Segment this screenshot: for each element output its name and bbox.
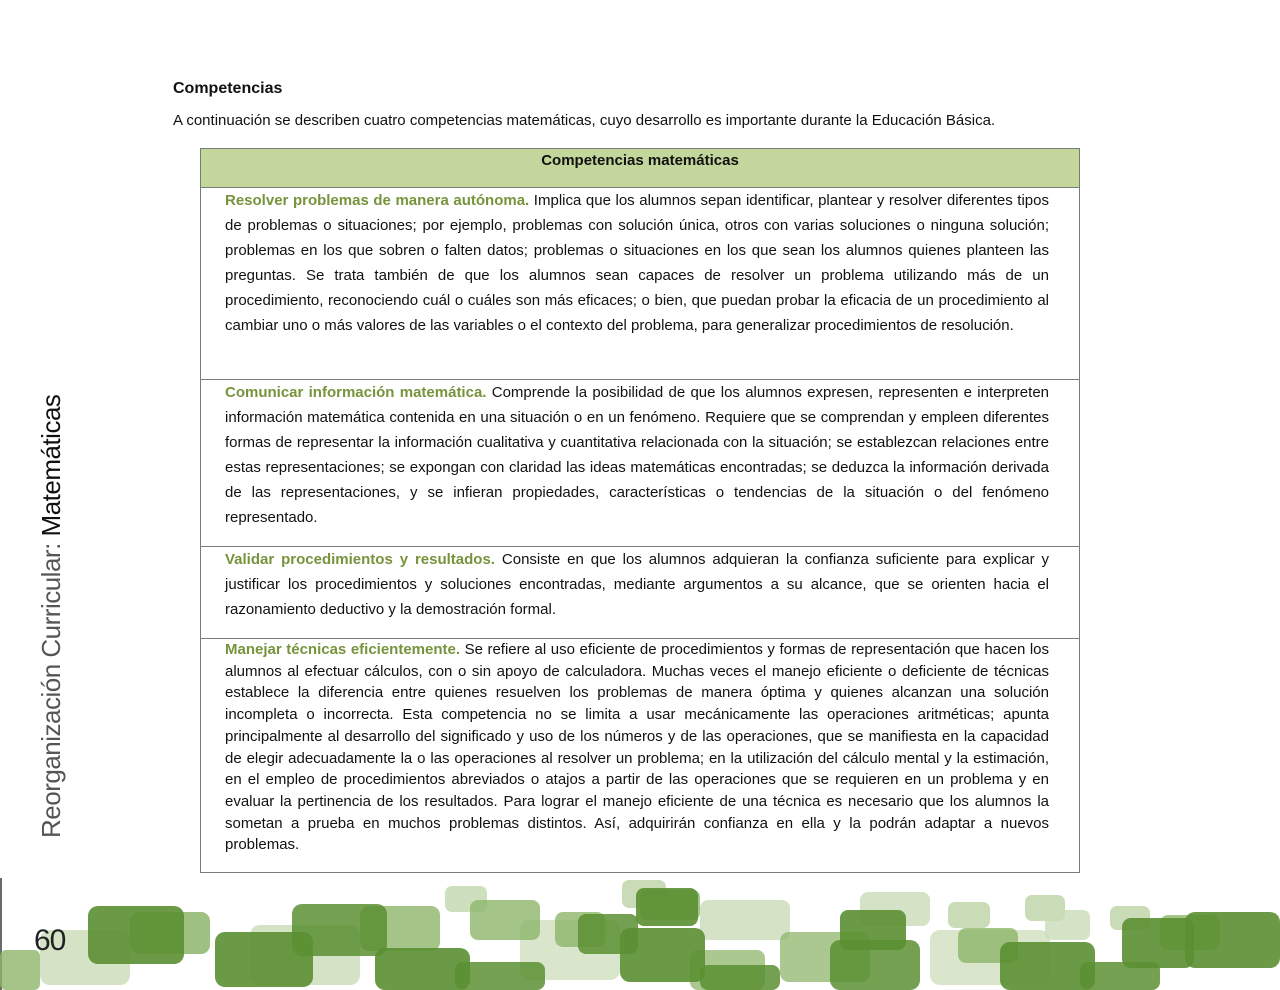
- competency-name: Resolver problemas de manera autónoma.: [225, 192, 530, 209]
- table-header: Competencias matemáticas: [201, 149, 1079, 188]
- table-row: [201, 188, 1079, 380]
- table-row: [201, 639, 1079, 872]
- footer-dark-blocks: [88, 888, 1280, 990]
- competency-name: Manejar técnicas eficientemente.: [225, 641, 461, 658]
- competency-description: Implica que los alumnos sepan identificar, plantear y resolver diferentes tipos de problemas o situaciones; por ejemplo, problemas con solución única, otros con varias soluciones o ninguna solución; problemas en los que sobren o falten datos; problemas o situaciones en los que sean los alumnos quienes planteen las preguntas. Se trata también de que los alumnos sean capaces de resolver un problema utilizando más de un procedimiento, reconociendo cuál o cuáles son más eficaces; o bien, que puedan probar la eficacia de un procedimiento al cambiar uno o más valores de las variables o el contexto del problema, para generalizar procedimientos de resolución.: [225, 192, 1049, 334]
- competency-description: Comprende la posibilidad de que los alumnos expresen, representen e interpreten información matemática contenida en una situación o en un fenómeno. Requiere que se comprendan y empleen diferentes formas de representar la información cualitativa y cuantitativa relacionada con la situación; se establezcan relaciones entre estas representaciones; se expongan con claridad las ideas matemáticas encontradas; se deduzca la información derivada de las representaciones, y se infieran propiedades, características o tendencias de la situación o del fenómeno representado.: [225, 384, 1049, 526]
- table-row: [201, 380, 1079, 547]
- competency-description: Se refiere al uso eficiente de procedimientos y formas de representación que hacen los alumnos al efectuar cálculos, con o sin apoyo de calculadora. Muchas veces el manejo eficiente o deficiente de técnicas establece la diferencia entre quienes resuelven los problemas de manera óptima y quienes alcanzan una solución incompleta o incorrecta. Esta competencia no se limita a usar mecánicamente las operaciones aritméticas; apunta principalmente al desarrollo del significado y uso de los números y de las operaciones, que se manifiesta en la capacidad de elegir adecuadamente la o las operaciones al resolver un problema; en la utilización del cálculo mental y la estimación, en el empleo de procedimientos abreviados o atajos a partir de las operaciones que se requieren en un problema y en evaluar la pertinencia de los resultados. Para lograr el manejo eficiente de una técnica es necesario que los alumnos la sometan a prueba en muchos problemas distintos. Así, adquirirán confianza en ella y la podrán adaptar a nuevos problemas.: [225, 641, 1050, 854]
- competencies-table: [200, 148, 1080, 873]
- footer-decoration: [0, 870, 1280, 990]
- side-title-prefix: Reorganización Curricular:: [36, 536, 66, 838]
- side-running-title: [36, 395, 67, 838]
- intro-paragraph: A continuación se describen cuatro competencias matemáticas, cuyo desarrollo es importante durante la Educación Básica.: [173, 112, 996, 129]
- section-title: Competencias: [173, 80, 283, 97]
- competency-name: Validar procedimientos y resultados.: [225, 551, 495, 568]
- page-number: 60: [34, 924, 66, 957]
- side-title-subject: Matemáticas: [36, 394, 66, 537]
- table-row: [201, 547, 1079, 639]
- competency-name: Comunicar información matemática.: [225, 384, 487, 401]
- competency-description: Consiste en que los alumnos adquieran la confianza suficiente para explicar y justificar los procedimientos y soluciones encontradas, mediante argumentos a su alcance, que se orienten hacia el razonamiento deductivo y la demostración formal.: [225, 551, 1049, 618]
